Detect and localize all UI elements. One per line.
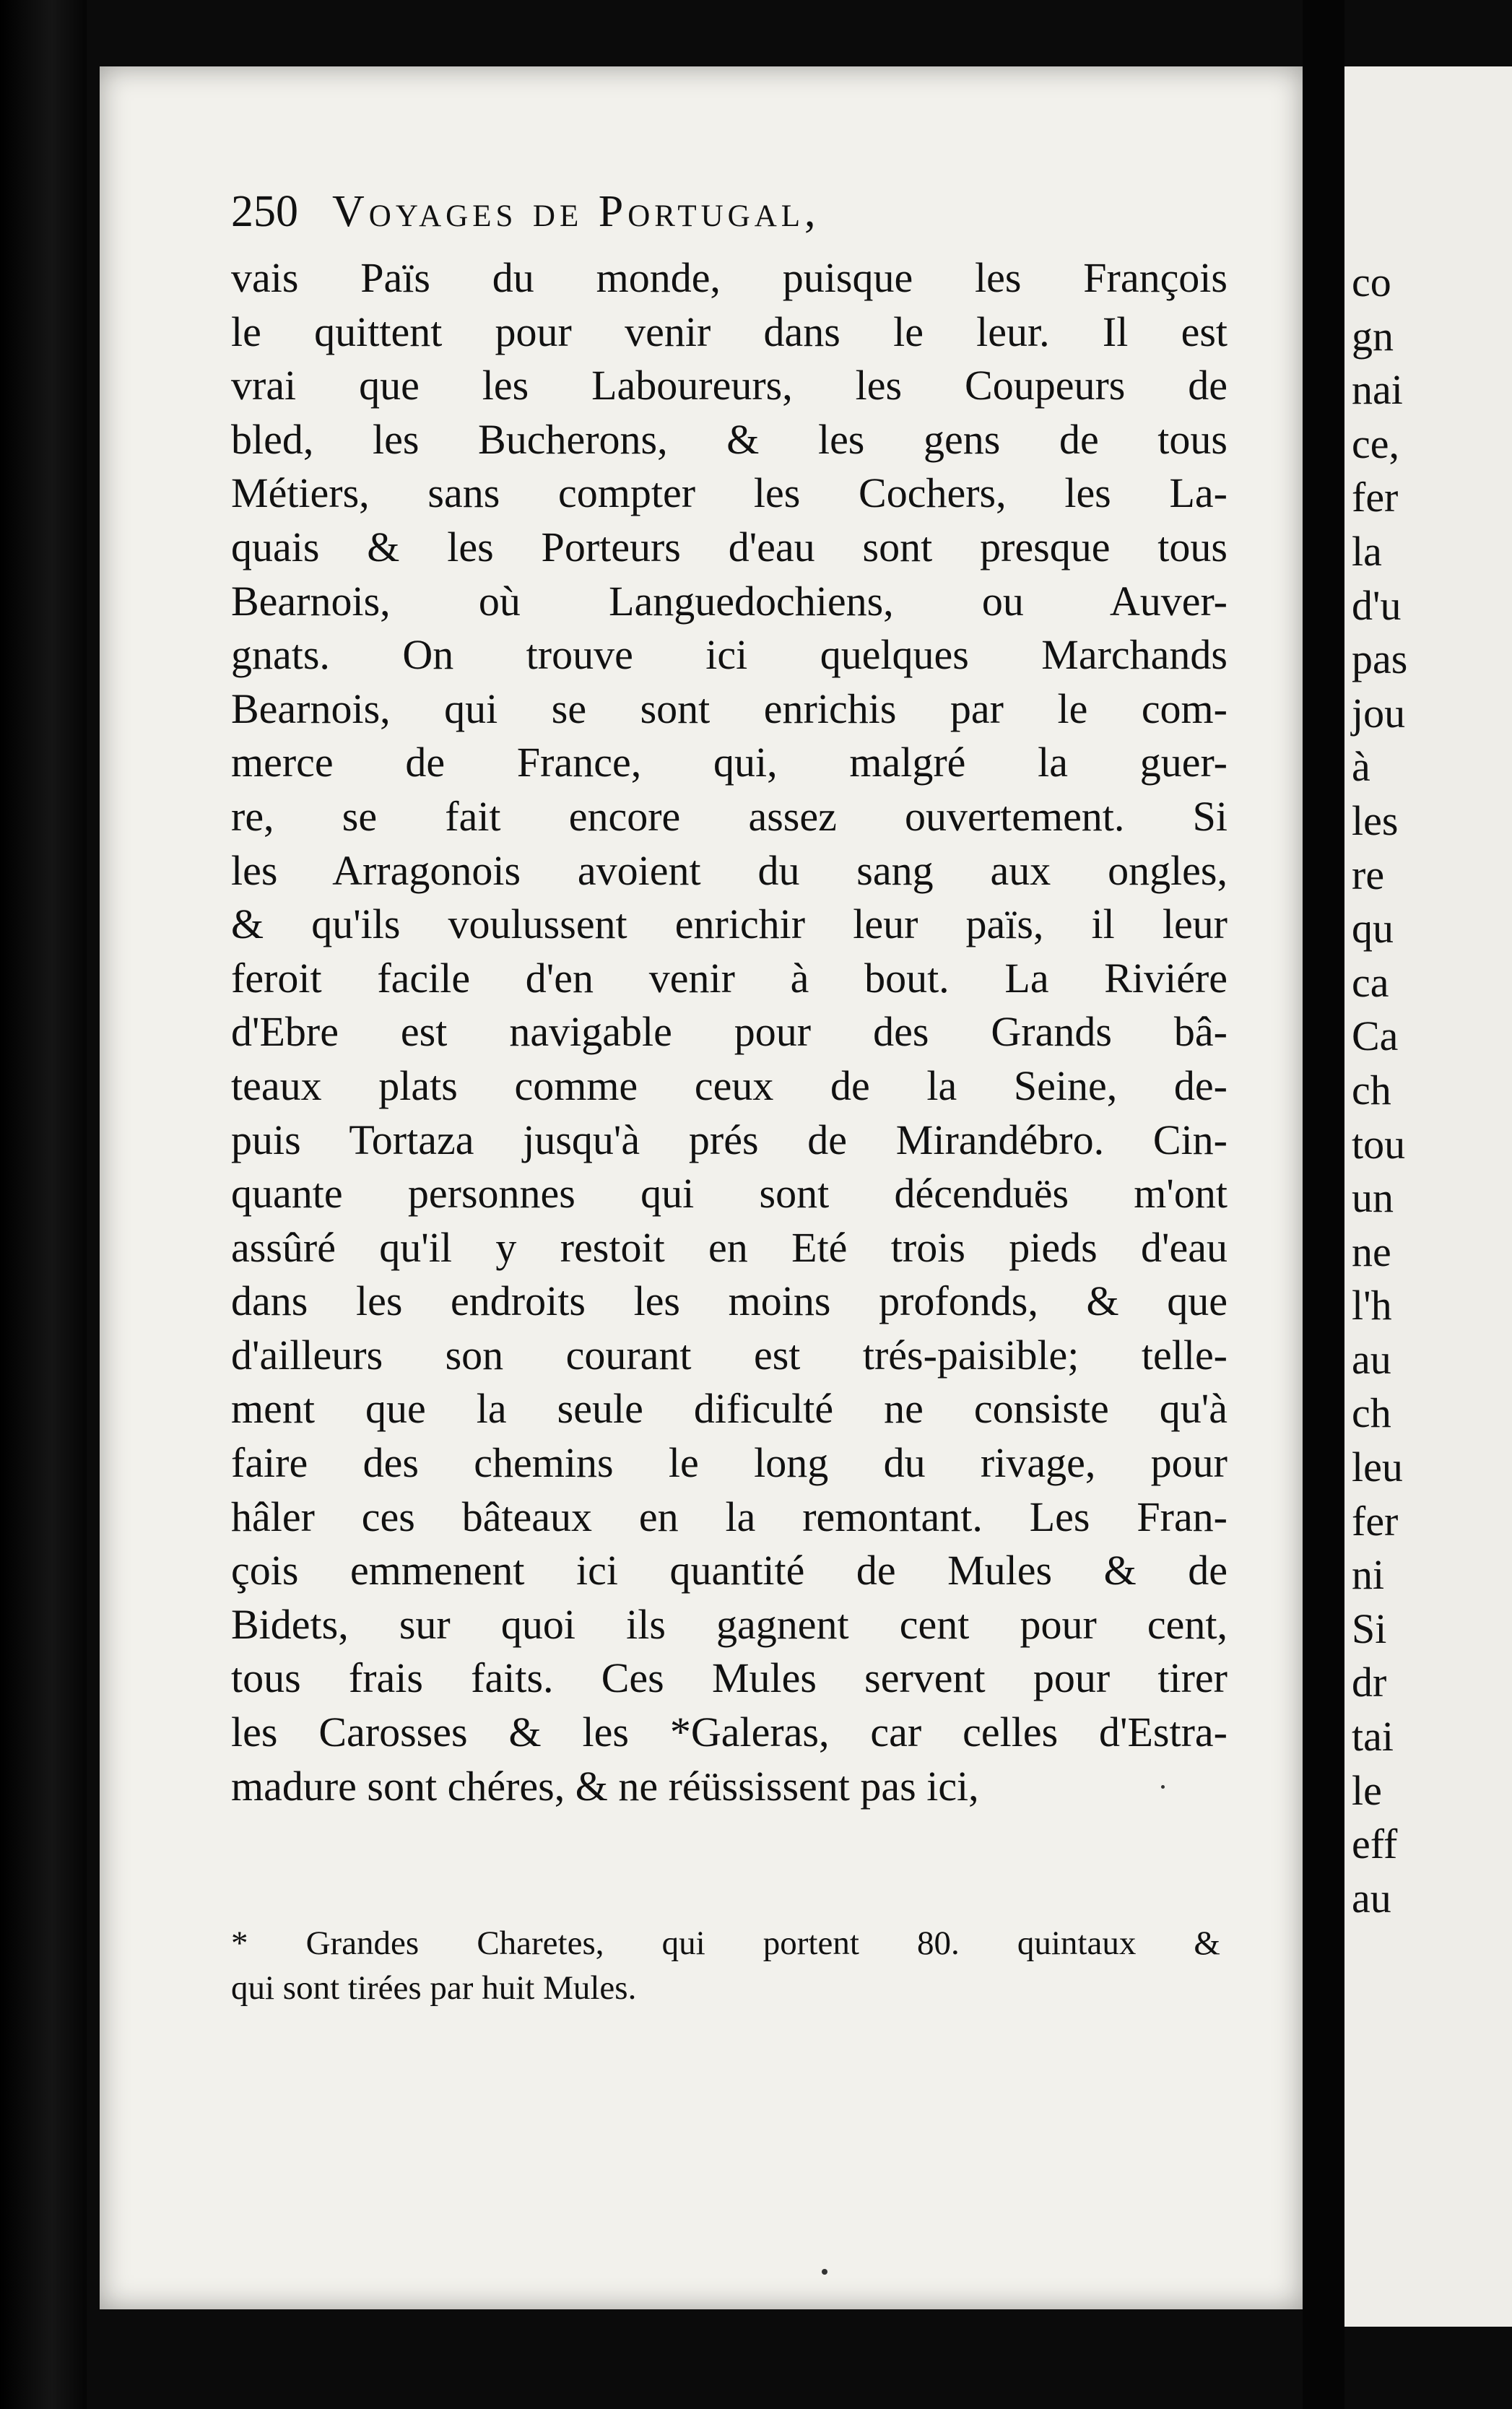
facing-page-line: fer — [1352, 1497, 1399, 1545]
running-header — [231, 186, 1199, 251]
facing-page-line: ce, — [1352, 420, 1399, 467]
text-line: Bearnois, qui se sont enrichis par le com- — [231, 685, 1228, 732]
text-line: madure sont chéres, & ne réüssissent pas ici, — [231, 1762, 979, 1810]
text-line: hâler ces bâteaux en la remontant. Les Fran- — [231, 1493, 1228, 1540]
facing-page-line: qu — [1352, 905, 1394, 952]
facing-page-line: nai — [1352, 366, 1403, 414]
text-line: feroit facile d'en venir à bout. La Riviére — [231, 954, 1228, 1002]
running-title: Voyages de Portugal, — [332, 187, 820, 236]
facing-page-line: eff — [1352, 1820, 1398, 1868]
text-line: vais Païs du monde, puisque les François — [231, 254, 1228, 301]
text-line: re, se fait encore assez ouvertement. Si — [231, 792, 1228, 840]
facing-page-line: dr — [1352, 1659, 1387, 1706]
text-line: çois emmenent ici quantité de Mules & de — [231, 1547, 1228, 1594]
facing-page-line: le — [1352, 1766, 1382, 1814]
footnote-line: qui sont tirées par huit Mules. — [231, 1969, 637, 2007]
facing-page-line: tai — [1352, 1713, 1394, 1761]
text-line: dans les endroits les moins profonds, & que — [231, 1277, 1228, 1325]
facing-page-line: gn — [1352, 312, 1394, 360]
text-line: bled, les Bucherons, & les gens de tous — [231, 415, 1228, 463]
facing-page-line: leu — [1352, 1444, 1403, 1491]
text-line: gnats. On trouve ici quelques Marchands — [231, 631, 1228, 679]
text-line: Bidets, sur quoi ils gagnent cent pour cent, — [231, 1600, 1228, 1648]
facing-page-line: les — [1352, 797, 1399, 844]
facing-page-line: ch — [1352, 1066, 1391, 1114]
facing-page-line: la — [1352, 527, 1382, 575]
facing-page-text — [1352, 256, 1511, 1925]
text-line: faire des chemins le long du rivage, pour — [231, 1439, 1228, 1487]
facing-page-line: co — [1352, 259, 1391, 305]
text-line: merce de France, qui, malgré la guer- — [231, 739, 1228, 786]
facing-page-line: un — [1352, 1174, 1394, 1222]
facing-page-line: Ca — [1352, 1012, 1399, 1060]
text-line: teaux plats comme ceux de la Seine, de- — [231, 1062, 1228, 1109]
page-number: 250 — [231, 187, 298, 236]
text-line: les Arragonois avoient du sang aux ongles, — [231, 846, 1228, 894]
text-line: Métiers, sans compter les Cochers, les La- — [231, 469, 1228, 517]
text-line: d'Ebre est navigable pour des Grands bâ- — [231, 1008, 1228, 1056]
facing-page-line: ni — [1352, 1551, 1385, 1599]
facing-page-line: Si — [1352, 1605, 1387, 1652]
text-line: tous frais faits. Ces Mules servent pour tirer — [231, 1654, 1228, 1702]
text-line: quais & les Porteurs d'eau sont presque tous — [231, 523, 1228, 570]
paper-speck — [822, 2269, 827, 2275]
footnote-line: * Grandes Charetes, qui portent 80. quintaux & — [231, 1924, 1220, 1962]
text-line: le quittent pour venir dans le leur. Il est — [231, 308, 1228, 355]
facing-page-line: d'u — [1352, 581, 1402, 629]
text-line: ment que la seule dificulté ne consiste qu'à — [231, 1385, 1228, 1433]
facing-page — [1344, 66, 1512, 2327]
text-line: & qu'ils voulussent enrichir leur païs, il leur — [231, 900, 1228, 948]
text-line: assûré qu'il y restoit en Eté trois pieds d'eau — [231, 1223, 1228, 1271]
facing-page-line: au — [1352, 1874, 1391, 1922]
facing-page-line: tou — [1352, 1120, 1406, 1168]
facing-page-line: fer — [1352, 474, 1399, 521]
facing-page-line: ch — [1352, 1389, 1391, 1437]
scan-edge-left — [0, 0, 87, 2409]
body-text — [231, 251, 1228, 1813]
facing-page-line: ne — [1352, 1228, 1391, 1275]
footnote — [231, 1921, 1220, 2010]
text-line: les Carosses & les *Galeras, car celles d'Estra- — [231, 1709, 1228, 1756]
book-gutter — [1303, 0, 1344, 2409]
facing-page-line: au — [1352, 1335, 1391, 1383]
facing-page-line: l'h — [1352, 1282, 1392, 1329]
text-line: Bearnois, où Languedochiens, ou Auver- — [231, 577, 1228, 625]
facing-page-line: à — [1352, 743, 1370, 791]
text-line: quante personnes qui sont décenduës m'ont — [231, 1170, 1228, 1217]
facing-page-line: re — [1352, 851, 1385, 898]
facing-page-line: pas — [1352, 635, 1408, 683]
text-line: d'ailleurs son courant est trés-paisible; telle- — [231, 1331, 1228, 1379]
text-line: vrai que les Laboureurs, les Coupeurs de — [231, 362, 1228, 409]
facing-page-line: ca — [1352, 958, 1389, 1006]
text-line: puis Tortaza jusqu'à prés de Mirandébro. Cin- — [231, 1116, 1228, 1163]
facing-page-line: jou — [1352, 689, 1406, 737]
